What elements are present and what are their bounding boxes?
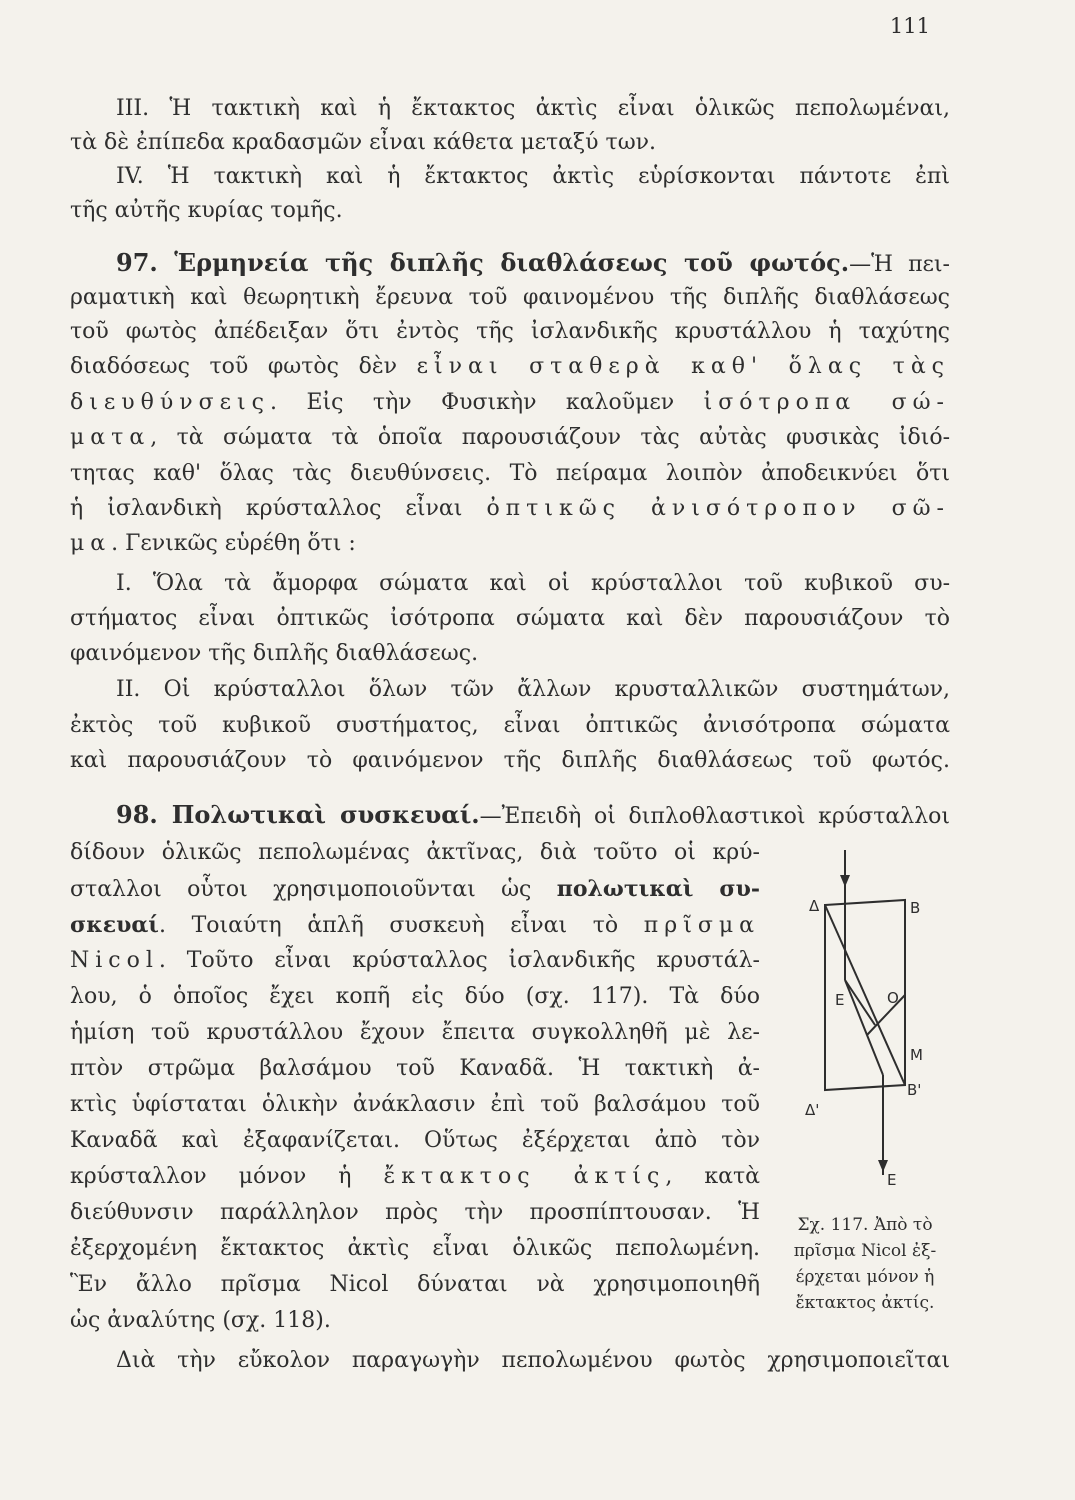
arrow-icon: [840, 875, 850, 887]
line: καὶ παρουσιάζουν τὸ φαινόμενον τῆς διπλῆς διαθλάσεως τοῦ φωτός.: [70, 748, 950, 773]
line: κρύσταλλον μόνον ἡ ἔκτακτος ἀκτίς, κατὰ: [70, 1164, 760, 1189]
section-heading-98: 98. Πολωτικαὶ συσκευαί.: [116, 800, 480, 829]
line: Ι. Ὅλα τὰ ἄμορφα σώματα καὶ οἱ κρύσταλλοι τοῦ κυβικοῦ συ-: [116, 571, 950, 596]
line: 98. Πολωτικαὶ συσκευαί.—Ἐπειδὴ οἱ διπλοθλαστικοὶ κρύσταλλοι: [116, 800, 951, 829]
line: διαδόσεως τοῦ φωτὸς δὲν εἶναι σταθερὰ καθ' ὅλας τὰς: [70, 354, 950, 379]
line: ΙΙ. Οἱ κρύσταλλοι ὅλων τῶν ἄλλων κρυσταλλικῶν συστημάτων,: [116, 677, 950, 702]
line: διευθύνσεις. Εἰς τὴν Φυσικὴν καλοῦμεν ἰσότροπα σώ-: [70, 390, 950, 415]
line: Καναδᾶ καὶ ἐξαφανίζεται. Οὕτως ἐξέρχεται ἀπὸ τὸν: [70, 1128, 760, 1153]
line: ματα, τὰ σώματα τὰ ὁποῖα παρουσιάζουν τὰς αὐτὰς φυσικὰς ἰδιό-: [70, 425, 950, 450]
normal-line: [867, 995, 905, 1035]
line: ἡμίση τοῦ κρυστάλλου ἔχουν ἔπειτα συγκολληθῆ μὲ λε-: [70, 1020, 760, 1045]
label-b: B: [910, 899, 921, 917]
label-m: M: [910, 1046, 923, 1064]
line: τητας καθ' ὅλας τὰς διευθύνσεις. Τὸ πείραμα λοιπὸν ἀποδεικνύει ὅτι: [70, 461, 950, 486]
line: στήματος εἶναι ὀπτικῶς ἰσότροπα σώματα καὶ δὲν παρουσιάζουν τὸ: [70, 606, 950, 631]
line: ἐκτὸς τοῦ κυβικοῦ συστήματος, εἶναι ὀπτικῶς ἀνισότροπα σώματα: [70, 713, 950, 738]
label-o: O: [887, 989, 899, 1007]
line: ἐξερχομένη ἔκτακτος ἀκτὶς εἶναι ὁλικῶς πεπολωμένη.: [70, 1236, 760, 1261]
line: Nicol. Τοῦτο εἶναι κρύσταλλος ἰσλανδικῆς κρυστάλ-: [70, 948, 760, 973]
label-delta-prime: Δ': [805, 1101, 820, 1119]
line: ΙΙΙ. Ἡ τακτικὴ καὶ ἡ ἔκτακτος ἀκτὶς εἶναι ὁλικῶς πεπολωμέναι,: [116, 96, 950, 121]
line: κτὶς ὑφίσταται ὁλικὴν ἀνάκλασιν ἐπὶ τοῦ βαλσάμου τοῦ: [70, 1092, 760, 1117]
line: πτὸν στρῶμα βαλσάμου τοῦ Καναδᾶ. Ἡ τακτικὴ ἀ-: [70, 1056, 760, 1081]
line: ἡ ἰσλανδικὴ κρύσταλλος εἶναι ὀπτικῶς ἀνισότροπον σῶ-: [70, 496, 950, 521]
line: 97. Ἑρμηνεία τῆς διπλῆς διαθλάσεως τοῦ φωτός.—Ἡ πει-: [116, 248, 950, 277]
label-delta: Δ: [809, 897, 820, 915]
label-e: E: [835, 991, 845, 1009]
line: σκευαί. Τοιαύτη ἁπλῆ συσκευὴ εἶναι τὸ πρῖσμα: [70, 912, 760, 938]
line: δίδουν ὁλικῶς πεπολωμένας ἀκτῖνας, διὰ τοῦτο οἱ κρύ-: [70, 840, 760, 865]
line: φαινόμενον τῆς διπλῆς διαθλάσεως.: [70, 641, 479, 666]
line: λου, ὁ ὁποῖος ἔχει κοπῆ εἰς δύο (σχ. 117). Τὰ δύο: [70, 984, 760, 1009]
line: τὰ δὲ ἐπίπεδα κραδασμῶν εἶναι κάθετα μεταξύ των.: [70, 130, 656, 155]
line: τοῦ φωτὸς ἀπέδειξαν ὅτι ἐντὸς τῆς ἰσλανδικῆς κρυστάλλου ἡ ταχύτης: [70, 319, 950, 344]
label-e-bottom: E: [887, 1171, 897, 1189]
line: μα. Γενικῶς εὑρέθη ὅτι :: [70, 531, 356, 556]
label-b-prime: B': [907, 1081, 922, 1099]
line: ραματικὴ καὶ θεωρητικὴ ἔρευνα τοῦ φαινομένου τῆς διπλῆς διαθλάσεως: [70, 285, 950, 310]
line: Διὰ τὴν εὔκολον παραγωγὴν πεπολωμένου φωτὸς χρησιμοποιεῖται: [116, 1348, 950, 1373]
line: τῆς αὐτῆς κυρίας τομῆς.: [70, 198, 343, 223]
nicol-prism-figure: [775, 845, 975, 1195]
page-number: 111: [889, 14, 930, 38]
line: ὡς ἀναλύτης (σχ. 118).: [70, 1308, 331, 1333]
line: σταλλοι οὗτοι χρησιμοποιοῦνται ὡς πολωτικαὶ συ-: [70, 876, 761, 902]
line: ΙV. Ἡ τακτικὴ καὶ ἡ ἔκτακτος ἀκτὶς εὑρίσκονται πάντοτε ἐπὶ: [116, 164, 950, 189]
line: διεύθυνσιν παράλληλον πρὸς τὴν προσπίπτουσαν. Ἡ: [70, 1200, 760, 1225]
line: Ἓν ἄλλο πρῖσμα Nicol δύναται νὰ χρησιμοποιηθῆ: [70, 1272, 760, 1297]
section-heading-97: 97. Ἑρμηνεία τῆς διπλῆς διαθλάσεως τοῦ φωτός.: [116, 248, 850, 277]
